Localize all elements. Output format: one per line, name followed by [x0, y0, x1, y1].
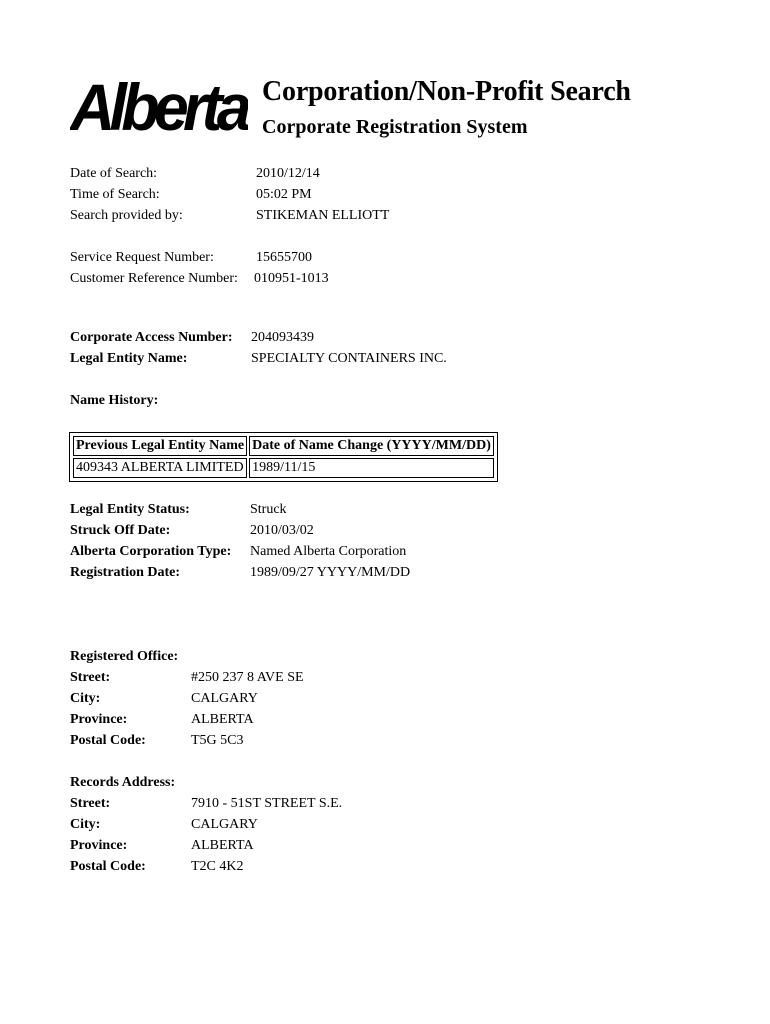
name-history-heading: Name History:: [70, 393, 159, 408]
alberta-logo-mark: [70, 70, 248, 136]
records-address-heading: Records Address:: [70, 775, 176, 790]
legal-entity-status-label: Legal Entity Status:: [70, 502, 190, 517]
search-provider-value: STIKEMAN ELLIOTT: [256, 208, 390, 223]
page-subtitle: Corporate Registration System: [262, 116, 528, 138]
records-city-value: CALGARY: [191, 817, 258, 832]
corporate-access-label: Corporate Access Number:: [70, 330, 233, 345]
time-of-search-label: Time of Search:: [70, 187, 160, 202]
records-street-label: Street:: [70, 796, 111, 811]
name-history-table: [69, 432, 498, 482]
service-request-label: Service Request Number:: [70, 250, 214, 265]
records-postal-label: Postal Code:: [70, 859, 146, 874]
records-province-label: Province:: [70, 838, 128, 853]
legal-entity-name-label: Legal Entity Name:: [70, 351, 188, 366]
column-header-previous-name: Previous Legal Entity Name: [73, 436, 247, 456]
records-street-value: 7910 - 51ST STREET S.E.: [191, 796, 343, 811]
customer-reference-label: Customer Reference Number:: [70, 271, 238, 286]
registration-date-value: 1989/09/27 YYYY/MM/DD: [250, 565, 411, 580]
registered-city-label: City:: [70, 691, 101, 706]
registered-postal-label: Postal Code:: [70, 733, 146, 748]
table-header-row: [73, 436, 494, 456]
previous-name-cell: 409343 ALBERTA LIMITED: [73, 458, 247, 478]
registered-office-heading: Registered Office:: [70, 649, 179, 664]
date-of-change-cell: 1989/11/15: [249, 458, 494, 478]
table-row: [73, 458, 494, 478]
alberta-logo: [70, 70, 248, 136]
legal-entity-name-value: SPECIALTY CONTAINERS INC.: [251, 351, 447, 366]
struck-off-date-label: Struck Off Date:: [70, 523, 171, 538]
registered-city-value: CALGARY: [191, 691, 258, 706]
time-of-search-value: 05:02 PM: [256, 187, 312, 202]
records-postal-value: T2C 4K2: [191, 859, 244, 874]
alberta-logo-text: Alberta: [70, 70, 248, 136]
date-of-search-label: Date of Search:: [70, 166, 158, 181]
registration-date-label: Registration Date:: [70, 565, 181, 580]
legal-entity-status-value: Struck: [250, 502, 287, 517]
registered-street-value: #250 237 8 AVE SE: [191, 670, 304, 685]
records-city-label: City:: [70, 817, 101, 832]
column-header-date-of-change: Date of Name Change (YYYY/MM/DD): [249, 436, 494, 456]
registered-street-label: Street:: [70, 670, 111, 685]
corporate-access-value: 204093439: [251, 330, 314, 345]
struck-off-date-value: 2010/03/02: [250, 523, 314, 538]
corporation-type-label: Alberta Corporation Type:: [70, 544, 232, 559]
date-of-search-value: 2010/12/14: [256, 166, 320, 181]
registered-province-label: Province:: [70, 712, 128, 727]
registered-province-value: ALBERTA: [191, 712, 254, 727]
corporation-type-value: Named Alberta Corporation: [250, 544, 407, 559]
records-province-value: ALBERTA: [191, 838, 254, 853]
search-provider-label: Search provided by:: [70, 208, 183, 223]
page-title: Corporation/Non-Profit Search: [262, 76, 631, 107]
service-request-value: 15655700: [256, 250, 312, 265]
registered-postal-value: T5G 5C3: [191, 733, 244, 748]
customer-reference-value: 010951-1013: [254, 271, 329, 286]
